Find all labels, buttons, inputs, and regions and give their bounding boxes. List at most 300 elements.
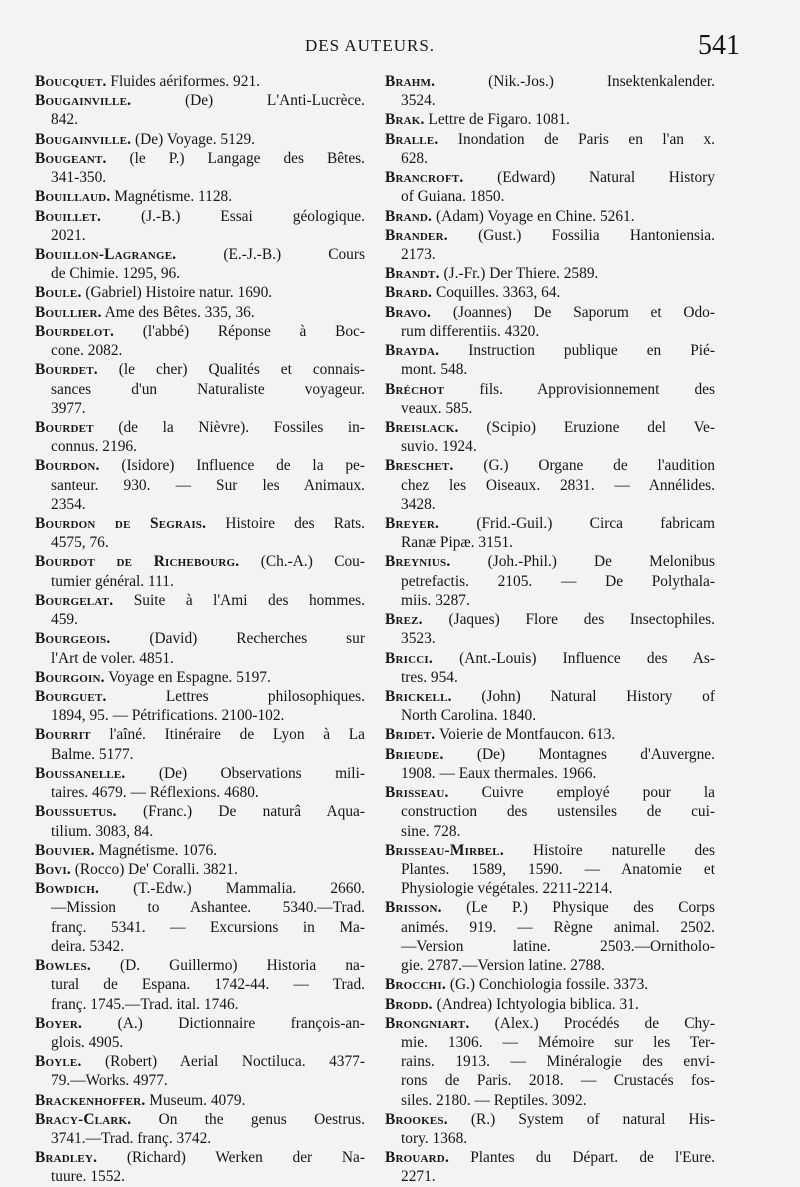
entry-line bbox=[385, 187, 715, 206]
entry-text: —Mission to Ashantee. 5340.—Trad. bbox=[51, 899, 365, 917]
entry-text: 79.—Works. 4977. bbox=[51, 1072, 168, 1090]
entry-line bbox=[385, 1129, 715, 1148]
entry-text: Coquilles. 3363, 64. bbox=[435, 284, 561, 302]
entry-text: (R.) System of natural His- bbox=[470, 1110, 715, 1128]
entry-line bbox=[385, 918, 715, 937]
author-name: Bourdet bbox=[35, 418, 94, 436]
entry-text: tural de Espana. 1742-44. — Trad. bbox=[51, 976, 365, 994]
entry-line bbox=[35, 533, 365, 552]
entry-line bbox=[35, 956, 365, 975]
entry-text: Ranæ Pipæ. 3151. bbox=[401, 534, 514, 552]
index-entry bbox=[35, 764, 365, 802]
entry-line bbox=[385, 841, 715, 860]
entry-line bbox=[385, 399, 715, 418]
author-name: Bridet. bbox=[385, 726, 436, 744]
entry-text: (Nik.-Jos.) Insektenkalender. bbox=[488, 73, 715, 90]
entry-line bbox=[35, 1071, 365, 1090]
entry-line bbox=[35, 764, 365, 783]
index-entry bbox=[385, 283, 715, 302]
entry-text: (Ch.-A.) Cou- bbox=[260, 553, 365, 571]
entry-text: connus. 2196. bbox=[51, 438, 137, 456]
entry-line bbox=[385, 552, 715, 571]
entry-text: veaux. 585. bbox=[401, 399, 473, 417]
entry-text: franç. 5341. — Excursions in Ma- bbox=[51, 918, 365, 936]
author-name: Bourguet. bbox=[35, 688, 107, 705]
entry-line bbox=[35, 975, 365, 994]
entry-text: mont. 548. bbox=[401, 361, 468, 379]
entry-text: tres. 954. bbox=[401, 668, 458, 686]
entry-text: (Edward) Natural History bbox=[497, 169, 715, 187]
index-entry bbox=[35, 1014, 365, 1052]
author-name: Bravo. bbox=[385, 303, 432, 321]
author-name: Brisseau. bbox=[385, 784, 449, 802]
entry-text: (Franc.) De naturâ Aqua- bbox=[143, 803, 365, 821]
index-entry bbox=[35, 552, 365, 590]
entry-line bbox=[35, 668, 365, 687]
entry-line bbox=[35, 898, 365, 917]
entry-text: (Isidore) Influence de la pe- bbox=[121, 457, 365, 475]
entry-text: suvio. 1924. bbox=[401, 438, 477, 456]
entry-line bbox=[35, 995, 365, 1014]
author-name: Bourrit bbox=[35, 726, 91, 744]
entry-text: 3524. bbox=[401, 92, 436, 110]
author-name: Bourdelot. bbox=[35, 322, 115, 340]
entry-text: (David) Recherches sur bbox=[149, 630, 365, 648]
index-entry bbox=[35, 187, 365, 206]
entry-line bbox=[385, 264, 715, 283]
author-name: Boussanelle. bbox=[35, 764, 126, 782]
entry-text: (Joannes) De Saporum et Odo- bbox=[452, 303, 716, 321]
entry-line bbox=[35, 1110, 365, 1129]
entry-text: tilium. 3083, 84. bbox=[51, 822, 154, 840]
author-name: Bowdich. bbox=[35, 880, 99, 898]
entry-line bbox=[35, 572, 365, 591]
entry-line bbox=[35, 110, 365, 129]
entry-text: taires. 4679. — Réflexions. 4680. bbox=[51, 784, 259, 802]
author-name: Bracy-Clark. bbox=[35, 1110, 132, 1128]
entry-text: (l'abbé) Réponse à Boc- bbox=[142, 322, 365, 340]
entry-text: 1894, 95. — Pétrifications. 2100-102. bbox=[51, 707, 285, 725]
author-name: Bougainville. bbox=[35, 92, 132, 110]
entry-text: (De) Montagnes d'Auvergne. bbox=[476, 745, 715, 763]
author-name: Brookes. bbox=[385, 1110, 448, 1128]
entry-line bbox=[385, 207, 715, 226]
entry-text: miis. 3287. bbox=[401, 591, 470, 609]
index-entry bbox=[385, 898, 715, 975]
index-entry bbox=[35, 629, 365, 667]
index-entry bbox=[385, 380, 715, 418]
entry-text: 628. bbox=[401, 149, 428, 167]
entry-line bbox=[35, 456, 365, 475]
index-entry bbox=[385, 1014, 715, 1110]
entry-text: rum differentiis. 4320. bbox=[401, 322, 540, 340]
entry-text: (Andrea) Ichtyologia biblica. 31. bbox=[436, 995, 639, 1013]
index-entry bbox=[385, 783, 715, 841]
entry-line bbox=[385, 418, 715, 437]
index-entry bbox=[35, 514, 365, 552]
entry-line bbox=[385, 1033, 715, 1052]
entry-line bbox=[35, 418, 365, 437]
entry-text: (Rocco) De' Coralli. 3821. bbox=[74, 860, 238, 878]
entry-text: 3523. bbox=[401, 630, 436, 648]
author-name: Bréchot bbox=[385, 380, 445, 398]
entry-line bbox=[35, 91, 365, 110]
entry-text: Voyage en Espagne. 5197. bbox=[108, 668, 271, 686]
entry-text: (de la Nièvre). Fossiles in- bbox=[118, 418, 365, 436]
entry-line bbox=[35, 1052, 365, 1071]
entry-text: 3741.—Trad. franç. 3742. bbox=[51, 1130, 212, 1148]
index-entry bbox=[35, 149, 365, 187]
entry-line bbox=[35, 303, 365, 322]
entry-line bbox=[35, 514, 365, 533]
index-entry bbox=[35, 1052, 365, 1090]
index-entry bbox=[385, 110, 715, 129]
entry-line bbox=[35, 245, 365, 264]
entry-text: de Chimie. 1295, 96. bbox=[51, 265, 181, 283]
entry-text: Plantes. 1589, 1590. — Anatomie et bbox=[401, 860, 715, 878]
entry-line bbox=[35, 380, 365, 399]
entry-text: (T.-Edw.) Mammalia. 2660. bbox=[133, 880, 365, 898]
author-name: Brayda. bbox=[385, 342, 440, 360]
index-entry bbox=[35, 1110, 365, 1148]
entry-line bbox=[385, 572, 715, 591]
entry-text: (Ant.-Louis) Influence des As- bbox=[459, 649, 715, 667]
entry-line bbox=[35, 860, 365, 879]
entry-line bbox=[385, 725, 715, 744]
entry-text: 2271. bbox=[401, 1168, 436, 1186]
index-entry bbox=[385, 207, 715, 226]
entry-line bbox=[385, 149, 715, 168]
entry-line bbox=[35, 1129, 365, 1148]
entry-text: (Le P.) Physique des Corps bbox=[466, 899, 715, 917]
entry-text: (J.-B.) Essai géologique. bbox=[141, 207, 365, 225]
entry-text: Magnétisme. 1128. bbox=[114, 188, 233, 206]
author-name: Bougainville. bbox=[35, 130, 132, 148]
entry-text: Voierie de Montfaucon. 613. bbox=[438, 726, 616, 744]
entry-line bbox=[385, 975, 715, 994]
entry-text: chez les Oiseaux. 2831. — Annélides. bbox=[401, 476, 715, 494]
entry-line bbox=[385, 110, 715, 129]
entry-text: of Guiana. 1850. bbox=[401, 188, 505, 206]
entry-text: 3428. bbox=[401, 495, 436, 513]
index-entry bbox=[35, 860, 365, 879]
index-entry bbox=[385, 72, 715, 110]
entry-text: (Robert) Aerial Noctiluca. 4377- bbox=[105, 1053, 365, 1071]
entry-text: (Alex.) Procédés de Chy- bbox=[494, 1014, 715, 1032]
entry-text: (Gabriel) Histoire natur. 1690. bbox=[85, 284, 273, 302]
entry-line bbox=[385, 341, 715, 360]
index-entry bbox=[385, 226, 715, 264]
entry-text: (A.) Dictionnaire françois-an- bbox=[117, 1014, 365, 1032]
entry-text: tory. 1368. bbox=[401, 1130, 468, 1148]
entry-line bbox=[385, 1110, 715, 1129]
author-name: Brouard. bbox=[385, 1149, 449, 1167]
entry-line bbox=[35, 822, 365, 841]
entry-line bbox=[35, 149, 365, 168]
entry-line bbox=[385, 130, 715, 149]
index-entry bbox=[385, 725, 715, 744]
index-entry bbox=[385, 456, 715, 514]
entry-text: Inondation de Paris en l'an x. bbox=[457, 130, 715, 148]
index-entry bbox=[385, 418, 715, 456]
index-entry bbox=[35, 956, 365, 1014]
index-entry bbox=[35, 841, 365, 860]
entry-text: (le P.) Langage des Bêtes. bbox=[129, 149, 365, 167]
author-name: Brez. bbox=[385, 611, 423, 629]
entry-line bbox=[385, 495, 715, 514]
entry-text: Cuivre employé pour la bbox=[481, 784, 715, 802]
entry-line bbox=[385, 303, 715, 322]
entry-text: (Jaques) Flore des Insectophiles. bbox=[448, 611, 715, 629]
author-name: Brieude. bbox=[385, 745, 444, 763]
entry-line bbox=[35, 1014, 365, 1033]
entry-line bbox=[385, 1052, 715, 1071]
entry-text: cone. 2082. bbox=[51, 342, 123, 360]
entry-line bbox=[35, 187, 365, 206]
entry-text: santeur. 930. — Sur les Animaux. bbox=[51, 476, 365, 494]
entry-text: Ame des Bêtes. 335, 36. bbox=[104, 303, 255, 321]
author-name: Brongniart. bbox=[385, 1014, 470, 1032]
entry-text: Museum. 4079. bbox=[149, 1091, 246, 1109]
index-entry bbox=[35, 1091, 365, 1110]
index-entry bbox=[385, 745, 715, 783]
author-name: Breislack. bbox=[385, 418, 459, 436]
entry-text: 2021. bbox=[51, 226, 86, 244]
entry-line bbox=[35, 841, 365, 860]
entry-text: 2173. bbox=[401, 245, 436, 263]
entry-line bbox=[35, 264, 365, 283]
entry-line bbox=[35, 649, 365, 668]
entry-text: (G.) Conchiologia fossile. 3373. bbox=[449, 976, 649, 994]
author-name: Boule. bbox=[35, 284, 82, 302]
entry-line bbox=[35, 783, 365, 802]
entry-line bbox=[35, 437, 365, 456]
entry-line bbox=[385, 822, 715, 841]
index-entry bbox=[35, 360, 365, 418]
author-name: Bouvier. bbox=[35, 841, 95, 859]
entry-line bbox=[35, 495, 365, 514]
entry-text: (D. Guillermo) Historia na- bbox=[119, 957, 365, 975]
entry-text: (E.-J.-B.) Cours bbox=[223, 245, 365, 263]
entry-line bbox=[385, 649, 715, 668]
author-name: Brisson. bbox=[385, 899, 442, 917]
author-name: Brandt. bbox=[385, 265, 440, 283]
entry-text: (Scipio) Eruzione del Ve- bbox=[486, 418, 715, 436]
entry-line bbox=[385, 706, 715, 725]
entry-text: franç. 1745.—Trad. ital. 1746. bbox=[51, 995, 239, 1013]
entry-text: deira. 5342. bbox=[51, 937, 125, 955]
entry-line bbox=[35, 322, 365, 341]
author-name: Bougeant. bbox=[35, 149, 107, 167]
entry-text: (Frid.-Guil.) Circa fabricam bbox=[476, 515, 715, 533]
index-entry bbox=[35, 456, 365, 514]
author-name: Brak. bbox=[385, 111, 425, 129]
entry-text: tuure. 1552. bbox=[51, 1168, 125, 1186]
author-name: Bourdot de Richebourg. bbox=[35, 553, 240, 571]
index-entry bbox=[35, 687, 365, 725]
entry-line bbox=[35, 476, 365, 495]
author-name: Breschet. bbox=[385, 457, 454, 475]
entry-line bbox=[35, 1167, 365, 1186]
index-entry bbox=[385, 687, 715, 725]
entry-line bbox=[385, 956, 715, 975]
author-name: Boussuetus. bbox=[35, 803, 117, 821]
author-name: Bralle. bbox=[385, 130, 439, 148]
entry-text: gie. 2787.—Version latine. 2788. bbox=[401, 957, 605, 975]
author-name: Brander. bbox=[385, 226, 448, 244]
author-name: Bovi. bbox=[35, 860, 71, 878]
entry-text: fils. Approvisionnement des bbox=[479, 380, 715, 398]
entry-text: 341-350. bbox=[51, 169, 107, 187]
entry-line bbox=[385, 1071, 715, 1090]
author-name: Brand. bbox=[385, 207, 433, 225]
entry-text: (John) Natural History of bbox=[481, 688, 715, 705]
entry-line bbox=[35, 802, 365, 821]
entry-line bbox=[385, 514, 715, 533]
index-entry bbox=[385, 514, 715, 552]
entry-text: mie. 1306. — Mémoire sur les Ter- bbox=[401, 1033, 715, 1051]
index-entry bbox=[385, 841, 715, 899]
entry-line bbox=[385, 783, 715, 802]
author-name: Brard. bbox=[385, 284, 433, 302]
index-entry bbox=[385, 1148, 715, 1186]
entry-line bbox=[35, 687, 365, 706]
index-entry bbox=[35, 91, 365, 129]
page-header bbox=[36, 30, 740, 64]
entry-line bbox=[35, 725, 365, 744]
entry-line bbox=[35, 552, 365, 571]
entry-text: 459. bbox=[51, 611, 78, 629]
index-entry bbox=[35, 668, 365, 687]
entry-line bbox=[35, 341, 365, 360]
author-name: Boyer. bbox=[35, 1014, 83, 1032]
entry-line bbox=[385, 1091, 715, 1110]
author-name: Bourdon. bbox=[35, 457, 100, 475]
index-column-left bbox=[35, 72, 365, 1187]
entry-text: Histoire naturelle des bbox=[532, 841, 715, 859]
index-entry bbox=[385, 168, 715, 206]
entry-line bbox=[385, 1014, 715, 1033]
entry-text: siles. 2180. — Reptiles. 3092. bbox=[401, 1091, 587, 1109]
entry-line bbox=[35, 72, 365, 91]
entry-text: animés. 919. — Règne animal. 2502. bbox=[401, 918, 715, 936]
entry-text: 3977. bbox=[51, 399, 86, 417]
index-entry bbox=[35, 802, 365, 840]
entry-text: 842. bbox=[51, 111, 78, 129]
entry-text: Instruction publique en Pié- bbox=[468, 342, 715, 360]
entry-line bbox=[385, 879, 715, 898]
entry-line bbox=[35, 610, 365, 629]
author-name: Boullier. bbox=[35, 303, 102, 321]
author-name: Bourgelat. bbox=[35, 591, 114, 609]
entry-line bbox=[35, 745, 365, 764]
entry-text: (Gust.) Fossilia Hantoniensia. bbox=[478, 226, 715, 244]
entry-text: (J.-Fr.) Der Thiere. 2589. bbox=[443, 265, 599, 283]
index-entry bbox=[35, 322, 365, 360]
author-name: Bourdon de Segrais. bbox=[35, 515, 207, 533]
index-entry bbox=[35, 245, 365, 283]
entry-line bbox=[35, 226, 365, 245]
author-name: Bowles. bbox=[35, 957, 91, 975]
entry-line bbox=[35, 879, 365, 898]
entry-line bbox=[385, 283, 715, 302]
index-entry bbox=[385, 995, 715, 1014]
entry-line bbox=[385, 802, 715, 821]
entry-text: (De) Observations mili- bbox=[158, 764, 365, 782]
author-name: Bouillet. bbox=[35, 207, 102, 225]
entry-text: Fluides aériformes. 921. bbox=[110, 73, 260, 90]
index-entry bbox=[35, 418, 365, 456]
entry-line bbox=[385, 360, 715, 379]
entry-line bbox=[35, 168, 365, 187]
author-name: Breyer. bbox=[385, 515, 440, 533]
entry-line bbox=[385, 91, 715, 110]
entry-line bbox=[385, 72, 715, 91]
entry-text: petrefactis. 2105. — De Polythala- bbox=[401, 572, 715, 590]
author-name: Bricci. bbox=[385, 649, 433, 667]
index-entry bbox=[35, 72, 365, 91]
entry-line bbox=[35, 130, 365, 149]
entry-line bbox=[385, 668, 715, 687]
entry-line bbox=[35, 1033, 365, 1052]
entry-line bbox=[385, 1167, 715, 1186]
entry-text: Plantes du Départ. de l'Eure. bbox=[470, 1149, 716, 1167]
entry-line bbox=[385, 610, 715, 629]
entry-line bbox=[385, 322, 715, 341]
entry-line bbox=[385, 687, 715, 706]
index-entry bbox=[385, 649, 715, 687]
author-name: Bourdet. bbox=[35, 361, 98, 379]
index-entry bbox=[385, 975, 715, 994]
entry-text: Magnétisme. 1076. bbox=[98, 841, 217, 859]
author-name: Brickell. bbox=[385, 688, 452, 705]
author-name: Boucquet. bbox=[35, 73, 107, 90]
entry-line bbox=[35, 283, 365, 302]
entry-line bbox=[35, 629, 365, 648]
entry-line bbox=[385, 937, 715, 956]
entry-text: (De) Voyage. 5129. bbox=[135, 130, 256, 148]
author-name: Bouillon-Lagrange. bbox=[35, 245, 177, 263]
running-head: DES AUTEURS. bbox=[304, 36, 436, 55]
author-name: Boyle. bbox=[35, 1053, 82, 1071]
entry-line bbox=[35, 1148, 365, 1167]
entry-text: sances d'un Naturaliste voyageur. bbox=[51, 380, 365, 398]
author-name: Brahm. bbox=[385, 73, 436, 90]
entry-line bbox=[385, 380, 715, 399]
entry-text: 4575, 76. bbox=[51, 534, 109, 552]
author-name: Bourgeois. bbox=[35, 630, 111, 648]
entry-text: 2354. bbox=[51, 495, 86, 513]
author-name: Brisseau-Mirbel. bbox=[385, 841, 504, 859]
entry-line bbox=[385, 245, 715, 264]
index-entry bbox=[385, 552, 715, 610]
entry-line bbox=[35, 591, 365, 610]
entry-text: Histoire des Rats. bbox=[225, 515, 365, 533]
entry-line bbox=[35, 1091, 365, 1110]
entry-line bbox=[35, 937, 365, 956]
index-entry bbox=[35, 879, 365, 956]
entry-text: l'Art de voler. 4851. bbox=[51, 649, 174, 667]
index-column-right bbox=[385, 72, 715, 1187]
index-entry bbox=[35, 591, 365, 629]
entry-text: tumier général. 111. bbox=[51, 572, 174, 590]
index-entry bbox=[385, 264, 715, 283]
index-entry bbox=[385, 1110, 715, 1148]
author-name: Breynius. bbox=[385, 553, 451, 571]
entry-line bbox=[385, 764, 715, 783]
entry-line bbox=[385, 437, 715, 456]
entry-text: Physiologie végétales. 2211-2214. bbox=[401, 880, 613, 898]
